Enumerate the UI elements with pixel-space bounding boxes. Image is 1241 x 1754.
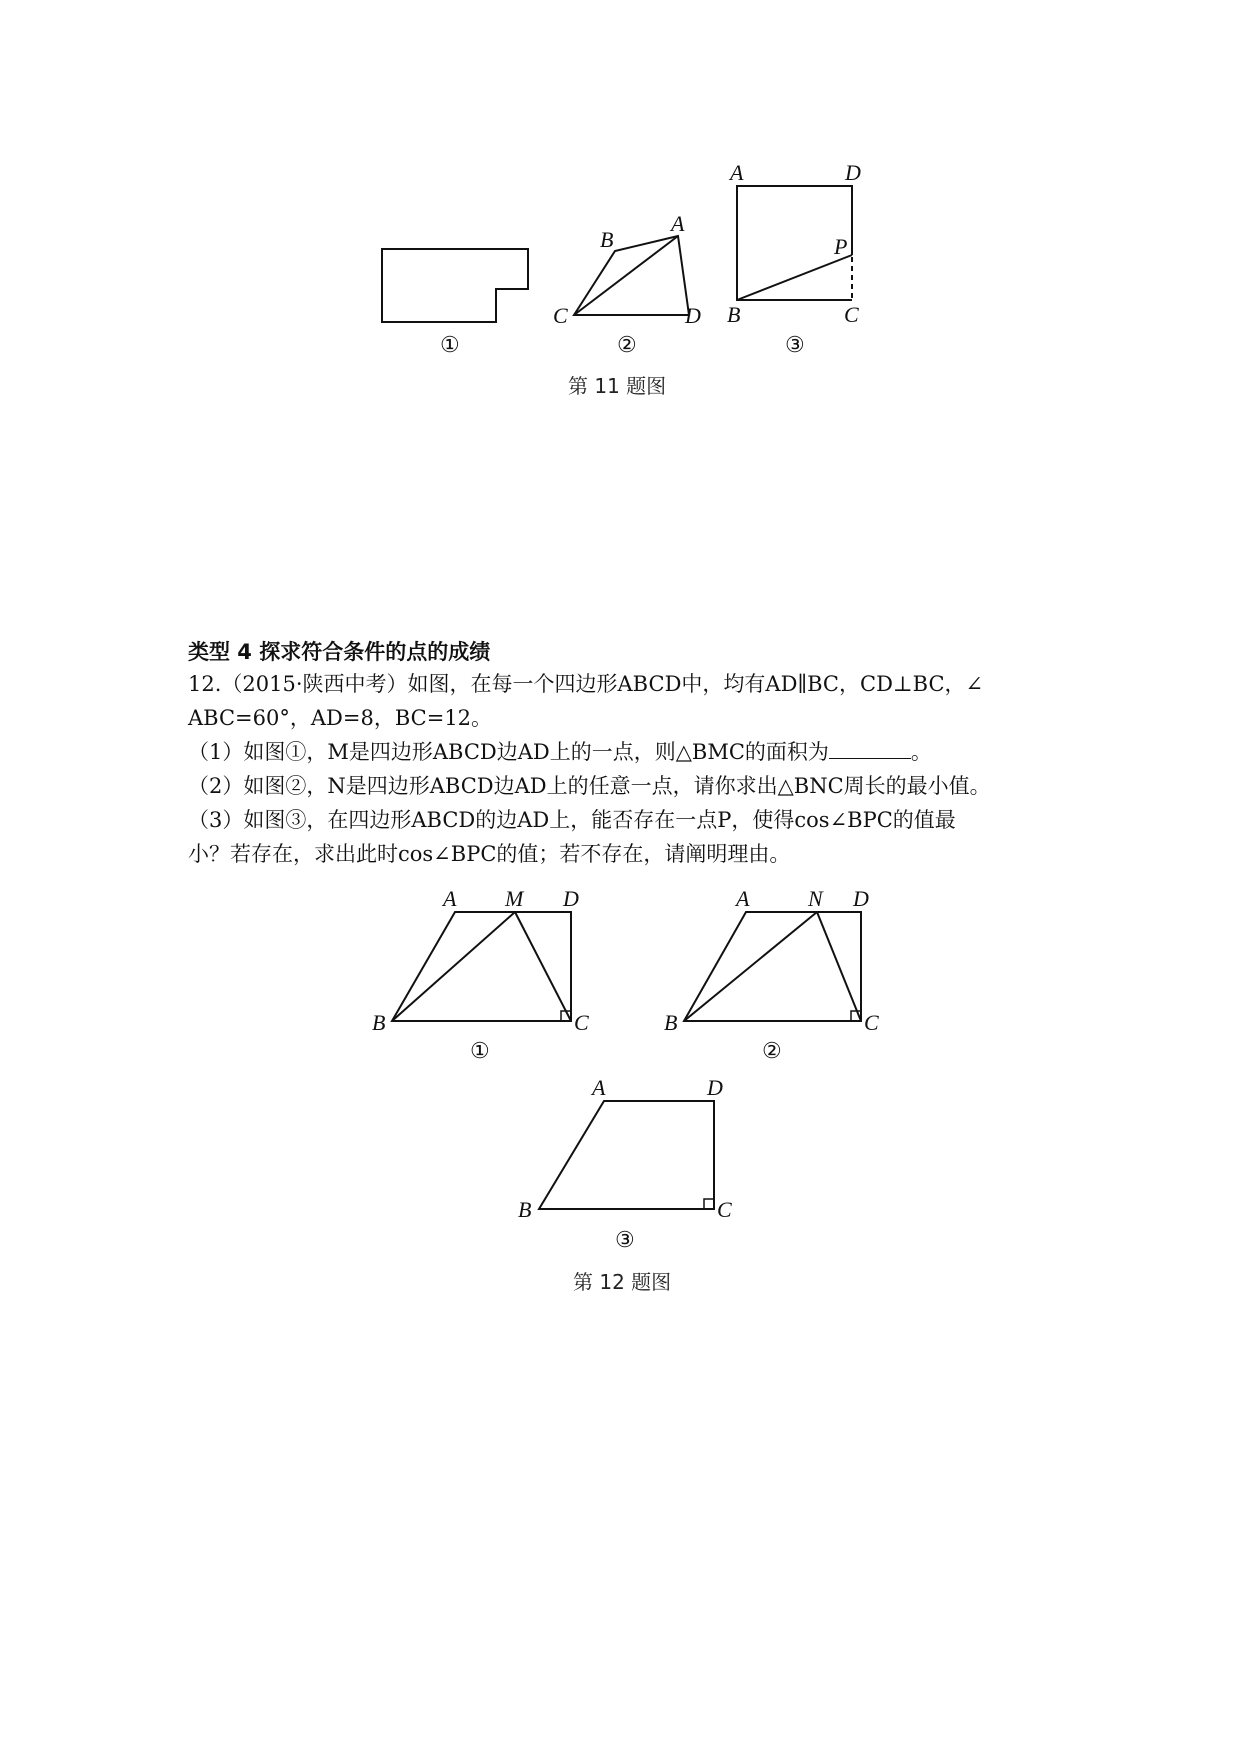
fig11-shape-1	[382, 249, 528, 322]
figure-11-caption: 第 11 题图	[568, 374, 667, 398]
fig11-label-b3: B	[727, 302, 741, 327]
fig12-label-a1: A	[443, 886, 457, 911]
fig12-trapezoid-1	[392, 912, 571, 1021]
fig11-sublabel-1: ①	[440, 332, 460, 357]
fig12-label-d2: D	[853, 886, 869, 911]
answer-blank	[829, 736, 911, 759]
section-heading: 类型 4 探求符合条件的点的成绩	[188, 640, 491, 664]
fig11-sublabel-3: ③	[785, 332, 805, 357]
fig12-segment-bn	[684, 912, 817, 1021]
fig12-label-d3: D	[707, 1075, 723, 1100]
fig12-label-b3: B	[518, 1197, 532, 1222]
problem-question-3-line-1: （3）如图③，在四边形ABCD的边AD上，能否存在一点P，使得cos∠BPC的值最	[188, 808, 956, 832]
fig11-label-d: D	[685, 303, 701, 328]
fig12-label-d1: D	[563, 886, 579, 911]
fig11-label-c3: C	[844, 302, 859, 327]
fig11-label-a: A	[671, 211, 685, 236]
fig12-sublabel-3: ③	[615, 1227, 635, 1252]
fig12-sublabel-2: ②	[762, 1038, 782, 1063]
figure-12-caption: 第 12 题图	[573, 1270, 672, 1294]
problem-question-3-line-2: 小？若存在，求出此时cos∠BPC的值；若不存在，请阐明理由。	[188, 842, 791, 866]
figure-12	[0, 880, 1241, 1300]
fig12-label-c2: C	[864, 1010, 879, 1035]
fig11-label-p3: P	[834, 234, 848, 259]
fig12-segment-nc	[817, 912, 861, 1021]
problem-question-1	[188, 736, 1068, 769]
fig11-label-d3: D	[845, 160, 861, 185]
fig12-right-angle-3	[704, 1199, 714, 1209]
fig11-label-b: B	[600, 227, 614, 252]
fig12-label-a2: A	[736, 886, 750, 911]
fig11-sublabel-2: ②	[617, 332, 637, 357]
fig12-segment-mc	[515, 912, 571, 1021]
fig12-label-b1: B	[372, 1010, 386, 1035]
fig12-label-c3: C	[717, 1197, 732, 1222]
fig12-label-n2: N	[808, 886, 823, 911]
fig11-fold-edge	[737, 255, 852, 300]
fig12-sublabel-1: ①	[470, 1038, 490, 1063]
fig12-segment-bm	[392, 912, 515, 1021]
fig12-label-m1: M	[505, 886, 524, 911]
problem-line-1: 12.（2015·陕西中考）如图，在每一个四边形ABCD中，均有AD∥BC，CD⊥BC，∠	[188, 672, 984, 696]
fig11-label-a3: A	[730, 160, 744, 185]
fig12-label-c1: C	[574, 1010, 589, 1035]
fig12-trapezoid-2	[684, 912, 861, 1021]
problem-line-2: ABC=60°，AD=8，BC=12。	[188, 706, 493, 730]
fig11-label-c: C	[553, 303, 568, 328]
question-1-end: 。	[910, 740, 932, 764]
fig12-trapezoid-3	[539, 1101, 714, 1209]
figure-11	[0, 0, 1241, 420]
problem-question-2: （2）如图②，N是四边形ABCD边AD上的任意一点，请你求出△BNC周长的最小值。	[188, 774, 991, 798]
fig12-label-a3: A	[592, 1075, 606, 1100]
fig12-label-b2: B	[664, 1010, 678, 1035]
question-1-text: （1）如图①，M是四边形ABCD边AD上的一点，则△BMC的面积为	[188, 740, 829, 764]
